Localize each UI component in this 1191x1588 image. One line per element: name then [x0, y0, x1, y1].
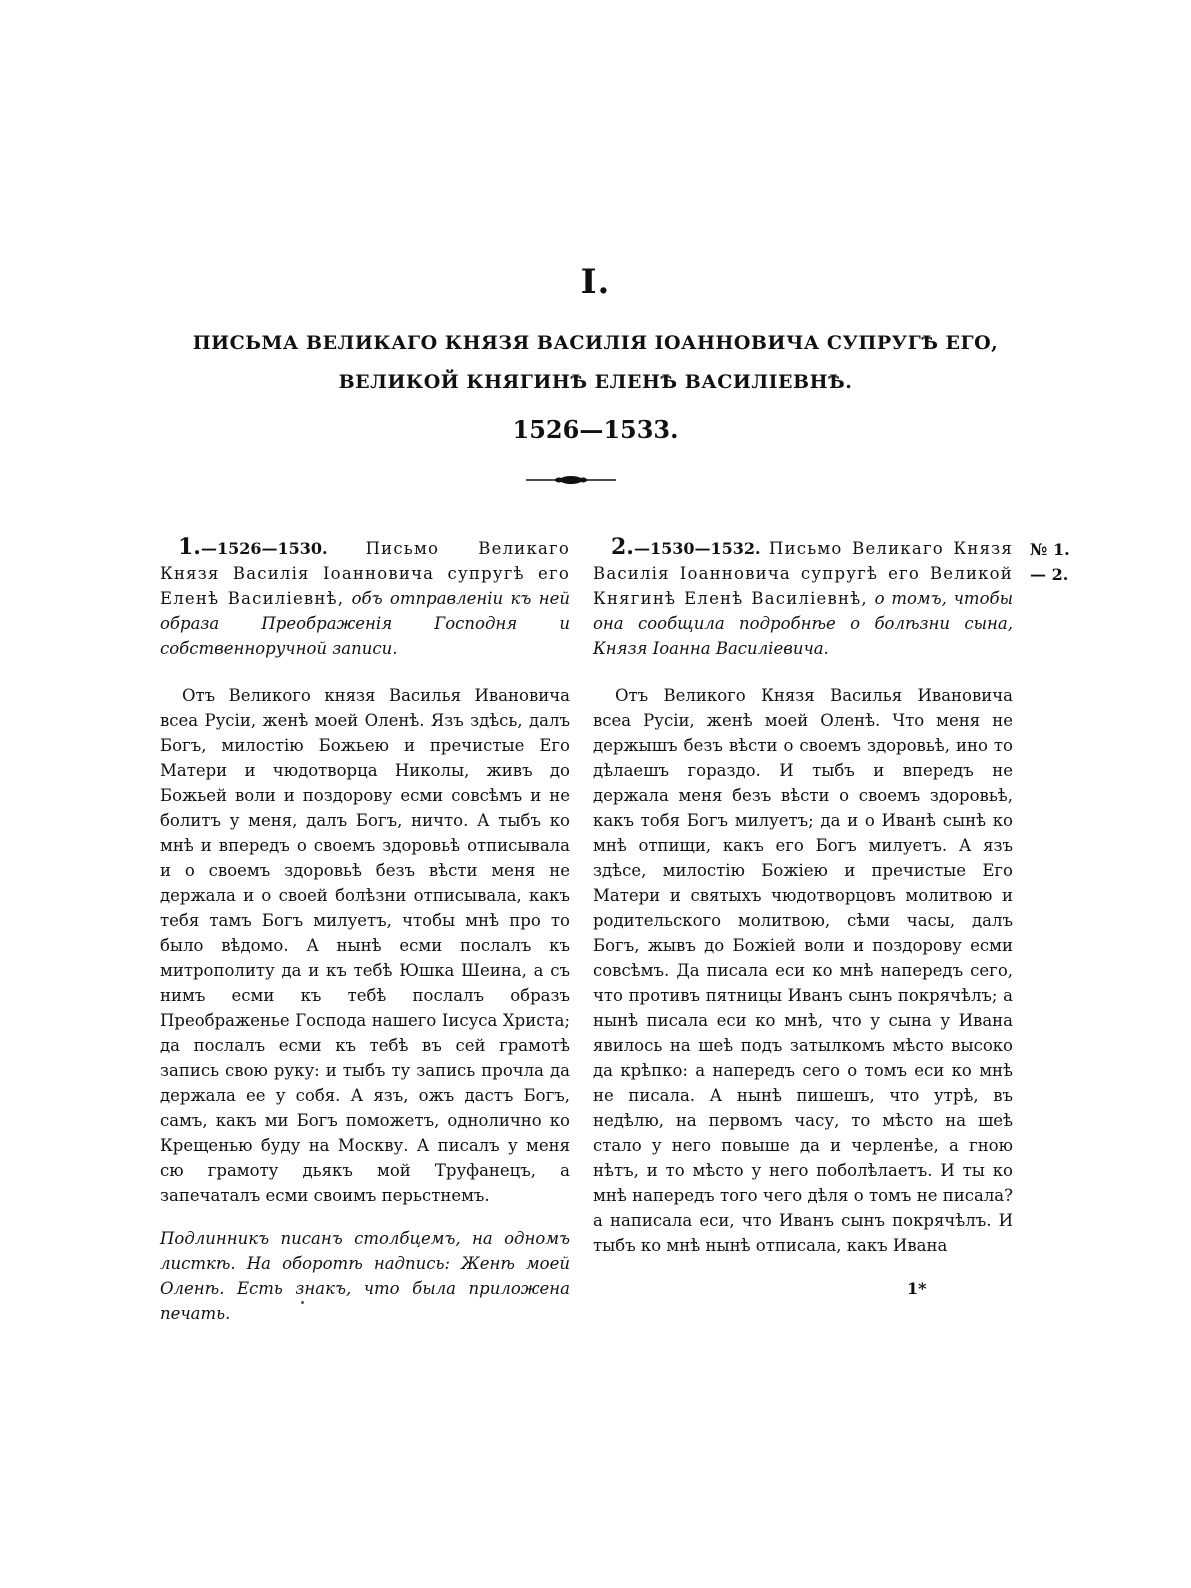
signature-mark: 1* — [907, 1279, 927, 1298]
letter-2-body: Отъ Великого Князя Василья Ивановича всеа Русіи, женѣ моей Оленѣ. Что меня не держышъ безъ вѣсти о своемъ здоровьѣ, ино то дѣлаешъ гораздо. И тыбъ и впередъ не держала меня безъ вѣсти о своемъ здоровьѣ, какъ тобя Богъ милуетъ; да и о Иванѣ сынѣ ко мнѣ отпищи, какъ его Богъ милуетъ. А язъ здѣсе, милостію Божіею и пречистые Его Матери и святыхъ чюдотворцовъ молитвою и родительского молитвою, сѣми часы, далъ Богъ, жывъ до Божіей воли и поздорову есми совсѣмъ. Да писала еси ко мнѣ напередъ сего, что противъ пятницы Иванъ сынъ покрячѣлъ; а нынѣ писала еси ко мнѣ, что у сына у Ивана явилось на шеѣ подъ затылкомъ мѣсто высоко да крѣпко: а напередъ сего о томъ еси ко мнѣ не писала. А нынѣ пишешъ, что утрѣ, въ недѣлю, на первомъ часу, то мѣсто на шеѣ стало у него повыше да и черленѣе, а гною нѣтъ, и то мѣсто у него поболѣлаетъ. И ты ко мнѣ напередъ того чего дѣля о томъ не писала? а написала еси, что Иванъ сынъ покрячѣлъ. И тыбъ ко мнѣ нынѣ отписала, какъ Ивана — [593, 686, 1013, 1255]
chapter-numeral: I. — [580, 262, 611, 302]
letter-2-title: Письмо Великаго Князя Василія Іоанновича супругѣ его Великой Княгинѣ Еленѣ Василіевнѣ, — [593, 539, 1013, 608]
letter-2-column — [593, 535, 1013, 1258]
letter-1-title: Письмо Великаго Князя Василія Іоанновича супругѣ его Еленѣ Василіевнѣ, — [160, 539, 570, 608]
margin-mark: — 2. — [1030, 565, 1069, 584]
letter-1-heading — [160, 535, 570, 661]
letter-1-note: Подлинникъ писанъ столбцемъ, на одномъ листкѣ. На оборотѣ надпись: Женѣ моей Оленѣ. Есть знакъ, что была приложена печать. — [160, 1229, 570, 1323]
letter-1-dates: —1526—1530. — [200, 539, 328, 558]
margin-mark: № 1. — [1030, 540, 1070, 559]
letter-1-number: 1. — [178, 534, 201, 560]
letter-2-number: 2. — [611, 534, 634, 560]
letter-2-summary: о томъ, чтобы она сообщила подробнѣе о болѣзни сына, Князя Іоанна Василіевича. — [593, 589, 1014, 658]
margin-marks — [1030, 537, 1070, 587]
chapter-title-line1: ПИСЬМА ВЕЛИКАГО КНЯЗЯ ВАСИЛІЯ ІОАННОВИЧА СУПРУГѢ ЕГО, — [192, 332, 999, 354]
letter-1-body: Отъ Великого князя Василья Ивановича всеа Русіи, женѣ моей Оленѣ. Язъ здѣсь, далъ Богъ, милостію Божьею и пречистые Его Матери и чюдотворца Николы, живъ до Божьей воли и поздорову есми совсѣмъ и не болитъ у меня, далъ Богъ, ничто. А тыбъ ко мнѣ и впередъ о своемъ здоровьѣ отписывала и о своемъ здоровьѣ безъ вѣсти меня не держала и о своей болѣзни отписывала, какъ тебя тамъ Богъ милуетъ, чтобы мнѣ про то было вѣдомо. А нынѣ есми послалъ къ митрополиту да и къ тебѣ Юшка Шеина, а съ нимъ есми къ тебѣ послалъ образъ Преображенье Господа нашего Іисуса Христа; да послалъ есми къ тебѣ въ сей грамотѣ запись свою руку: и тыбъ ту запись прочла да держала ее у собя. А язъ, ожъ дастъ Богъ, самъ, какъ ми Богъ поможетъ, однолично ко Крещенью буду на Москву. А писалъ у меня сю грамоту дьякъ мой Труфанецъ, а запечаталъ есми своимъ перьстнемъ. — [160, 686, 570, 1205]
chapter-title-line2: ВЕЛИКОЙ КНЯГИНѢ ЕЛЕНѢ ВАСИЛІЕВНѢ. — [338, 371, 853, 393]
letter-1-summary: объ отправленіи къ ней образа Преображенія Господня и собственноручной записи. — [160, 589, 570, 658]
chapter-years: 1526—1533. — [512, 415, 679, 444]
letter-1-column — [160, 535, 570, 1326]
letter-2-dates: —1530—1532. — [633, 539, 761, 558]
letter-2-heading — [593, 535, 1013, 661]
ornament-divider-icon — [526, 474, 616, 486]
ink-speck — [301, 1301, 304, 1304]
